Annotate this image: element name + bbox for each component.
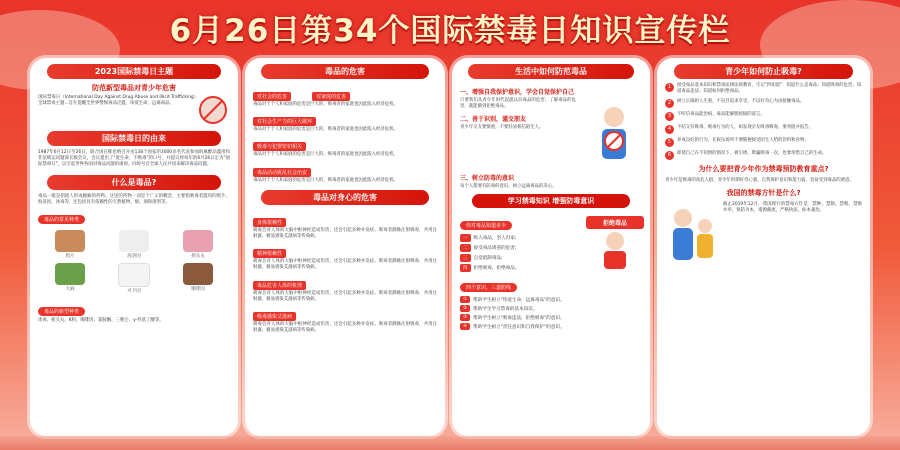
drug-item: 咖啡因 bbox=[168, 263, 228, 294]
tag: 毒品危害人体的机理 bbox=[253, 281, 306, 290]
page-title: 6月26日第34个国际禁毒日知识宣传栏 bbox=[169, 13, 731, 49]
four-label: 四个意识，三道防线 bbox=[460, 283, 517, 292]
tag: ① bbox=[460, 296, 470, 303]
recog-item: 吸入毒品，坚人归家; bbox=[473, 236, 517, 242]
tag: 三 bbox=[460, 254, 471, 262]
tag: 对家庭的危害 bbox=[312, 92, 350, 101]
harm-text: 吸毒会对人体的大脑中枢神经造成伤害，还会引起多种并发症。吸毒者静脉注射吸毒，共用注射器，极易感染艾滋病等传染病。 bbox=[253, 290, 437, 302]
harm-text: 毒品对于个人和家庭的危害是巨大的，吸毒者的家庭也因此陷入经济危机。 bbox=[253, 177, 398, 183]
tag: ③ bbox=[460, 314, 470, 321]
tag: 一 bbox=[460, 234, 471, 242]
recog-item: 拒绝吸毒，拒绝毒品。 bbox=[473, 266, 520, 272]
reject-sign bbox=[586, 212, 644, 274]
tip-list bbox=[665, 83, 862, 160]
drug-grid bbox=[40, 230, 228, 294]
tag: 对社会生产力的巨大破坏 bbox=[253, 117, 316, 126]
drug-item: 可卡因 bbox=[104, 263, 164, 294]
list-item: 3 不听信毒品能治病、毒品能解脱烦恼的谣言。 bbox=[665, 112, 862, 121]
family-illustration-icon bbox=[663, 202, 723, 272]
harm-text: 毒品对于个人和家庭的危害是巨大的，吸毒者的家庭也因此陷入经济危机。 bbox=[253, 127, 398, 133]
panel-youth bbox=[657, 58, 870, 436]
what-text: 毒品一般是指使人形成瘾癖的药物。这里的药物一词是个广义的概念，主要指吸毒者滥用的鸦片、海洛因、冰毒等，还包括具有依赖性的天然植物、烟、酒和溶剂等。 bbox=[38, 193, 230, 205]
new-text: 冰毒、摇头丸、K粉、咖啡因、氯胺酮、三唑仑、γ-羟基丁酸等。 bbox=[38, 318, 164, 324]
section-header: 什么是毒品? bbox=[47, 175, 222, 190]
tag: 精神依赖性 bbox=[253, 249, 286, 258]
sub-label: 对社会的危害 bbox=[253, 92, 291, 101]
step-title: 二、善于识别，谨交朋友 bbox=[460, 116, 527, 124]
section-header: 毒品对身心的危害 bbox=[261, 190, 429, 205]
banner: 学习禁毒知识 增强防毒意识 bbox=[472, 194, 630, 208]
section-header: 生活中如何防范毒品 bbox=[468, 64, 634, 79]
tag: 吸毒感染艾滋病 bbox=[253, 312, 296, 321]
reject-sign-text: 拒绝毒品 bbox=[586, 216, 644, 229]
origin-text: 1987年6月12日至26日，联合国在维也纳召开由138个国家的3000多名代表参加的麻醉品滥用和非法贩运问题部长级会议，会议提出了"爱生命，不吸毒"的口号，并提议将每年的6月26日定为"国际禁毒日"，以引起世界各国对毒品问题的重视，同时号召全球人民共同来解决毒品问题。 bbox=[38, 150, 230, 168]
harm-text: 吸毒会对人体的大脑中枢神经造成伤害，还会引起多种并发症。吸毒者静脉注射吸毒，共用注射器，极易感染艾滋病等传染病。 bbox=[253, 227, 437, 240]
new-label: 毒品的新型种类 bbox=[38, 307, 85, 316]
panel-harm bbox=[245, 58, 445, 436]
footer-band bbox=[0, 436, 900, 450]
harm-text: 吸毒会对人体的大脑中枢神经造成伤害，还会引起多种并发症。吸毒者静脉注射吸毒，共用注射器，极易感染艾滋病等传染病。 bbox=[253, 322, 437, 334]
drug-item: 鸦片 bbox=[40, 230, 100, 259]
list-item: 6 即使自己在不知情的情况下，被引诱、欺骗吸毒一次，也要珍惜自己的生命。 bbox=[665, 151, 862, 160]
step-title: 三、树立防毒的意识 bbox=[460, 175, 515, 182]
step-title: 一、增强自我保护意识，学会自觉保护自己 bbox=[460, 89, 575, 96]
tag: 身体依赖性 bbox=[253, 218, 286, 227]
four-item: 帮助学生树立"责任意识和自我保护"的意识。 bbox=[473, 324, 565, 330]
step-text: 只要我们从青少年时代起就认识毒品的危害，了解毒品的危害，就能做到拒绝毒品。 bbox=[460, 98, 576, 110]
why-text: 青少年是吸毒的高危人群，青少年时期好奇心强，自我保护意识和能力弱，容易受到毒品的诱惑。 bbox=[665, 178, 854, 183]
drugs-illustration-icon bbox=[196, 95, 230, 125]
list-item: 4 不结交有吸毒、贩毒行为的人，如发现亲友吸毒贩毒，要劝阻并报告。 bbox=[665, 125, 862, 134]
step-text: 青少年交友要慎重，不要轻易相信陌生人。 bbox=[460, 125, 544, 131]
harm-text: 毒品对于个人和家庭的危害是巨大的，吸毒者的家庭也因此陷入经济危机。 bbox=[253, 102, 398, 107]
goal-text: 截止2019年12月，我国现行的禁毒方针是：禁种、禁制、禁贩、禁吸并举，预防为本，堵源截流，严格执法，标本兼治。 bbox=[723, 202, 862, 214]
list-item: 5 养成良好的行为，在娱乐场所不要随便接受陌生人给的饮料和食物。 bbox=[665, 138, 862, 147]
section-header: 2023国际禁毒日主题 bbox=[47, 64, 222, 79]
list-item: 2 树立正确的人生观，不盲目追求享受，不以好奇心为由接触毒品。 bbox=[665, 99, 862, 108]
section-header: 国际禁毒日的由来 bbox=[47, 131, 222, 146]
four-item: 帮助学生树立"珍爱生命，远离毒品"的意识。 bbox=[473, 297, 565, 303]
panel-prevent bbox=[452, 58, 650, 436]
why-heading: 为什么要把青少年作为禁毒预防教育重点? bbox=[698, 165, 829, 173]
harm-text: 毒品对于个人和家庭的危害是巨大的，吸毒者的家庭也因此陷入经济危机。 bbox=[253, 152, 398, 158]
common-label: 毒品的常见种类 bbox=[38, 215, 85, 224]
four-item: 帮助学生树立"吸毒违法，拒绝吸毒"的意识。 bbox=[473, 315, 565, 321]
panel-theme bbox=[30, 58, 238, 436]
theme-title: 防范新型毒品对青少年危害 bbox=[92, 84, 176, 92]
tag: ② bbox=[460, 305, 470, 312]
tag: 吸毒与犯罪密切相关 bbox=[253, 142, 306, 151]
step-text: 每个人都要有防毒的意识，树立远离毒品的决心。 bbox=[460, 184, 557, 189]
recog-item: 接受毒品诱惑的危害; bbox=[473, 246, 517, 252]
section-header: 毒品的危害 bbox=[261, 64, 429, 79]
tag: 四 bbox=[460, 264, 471, 272]
drug-item: 摇头丸 bbox=[168, 230, 228, 259]
tag: 毒品活动扰乱社会治安 bbox=[253, 168, 311, 177]
drug-item: 海洛因 bbox=[104, 230, 164, 259]
harm-text: 吸毒会对人体的大脑中枢神经造成伤害，还会引起多种并发症。吸毒者静脉注射吸毒，共用注射器，极易感染艾滋病等传染病。 bbox=[253, 259, 437, 271]
section-header: 青少年如何防止吸毒? bbox=[674, 64, 853, 79]
know-label: 你对毒品知道多少 bbox=[460, 221, 512, 230]
boy-icon bbox=[592, 229, 638, 269]
tag: ④ bbox=[460, 323, 470, 330]
tag: 二 bbox=[460, 244, 471, 252]
recog-item: 自觉抵制毒品; bbox=[473, 256, 503, 262]
goal-heading: 我国的禁毒方针是什么? bbox=[726, 189, 801, 198]
list-item: 1 接受毒品基本知识和禁毒法律法规教育，牢记"四知道"：知道什么是毒品；知道吸毒的危害；知道毒品违法；知道如何拒绝毒品。 bbox=[665, 83, 862, 95]
students-illustration-icon bbox=[584, 99, 644, 169]
drug-item: 大麻 bbox=[40, 263, 100, 294]
four-item: 帮助学生学习禁毒的基本知识。 bbox=[473, 306, 538, 312]
theme-text: 国际禁毒日（International Day Against Drug Abuse and Illicit Trafficking）全球禁毒主题...旨在提醒全世界警惕毒品泛滥，珍爱生命，远离毒品。 bbox=[38, 95, 196, 107]
